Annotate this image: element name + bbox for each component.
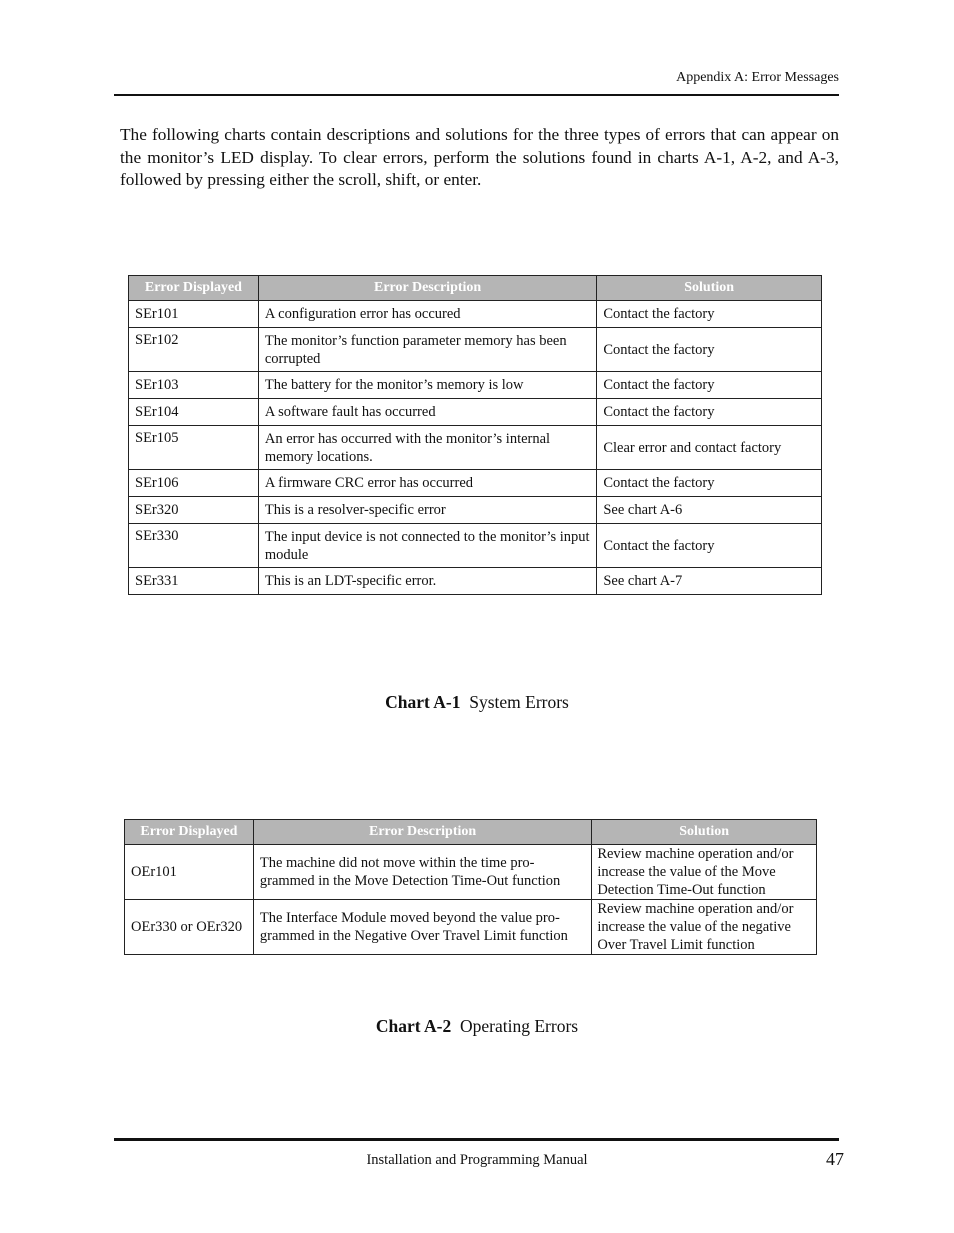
- error-description-cell: A firmware CRC error has occurred: [258, 470, 596, 497]
- column-header-error-displayed: Error Displayed: [125, 820, 254, 845]
- solution-cell: Review machine operation and/or increase the value of the negative Over Travel Limit function: [592, 900, 817, 955]
- intro-paragraph: The following charts contain descriptions and solutions for the three types of errors that can appear on the monitor’s LED display. To clear errors, perform the solutions found in charts A-1, A-2, and A-3, followed by pressing either the scroll, shift, or enter.: [120, 125, 839, 189]
- solution-cell: Contact the factory: [597, 301, 822, 328]
- solution-cell: Review machine operation and/or increase the value of the Move Detection Time-Out function: [592, 845, 817, 900]
- caption-text: Operating Errors: [460, 1016, 579, 1036]
- system-errors-table: [128, 275, 822, 595]
- table-row: [129, 568, 822, 595]
- solution-cell: Clear error and contact factory: [597, 426, 822, 470]
- error-description-cell: The battery for the monitor’s memory is low: [258, 372, 596, 399]
- table-header-row: [125, 820, 817, 845]
- table-row: [125, 845, 817, 900]
- table-row: [129, 426, 822, 470]
- table-row: [129, 497, 822, 524]
- error-code-cell: OEr330 or OEr320: [125, 900, 254, 955]
- error-code-cell: SEr320: [129, 497, 259, 524]
- caption-text: System Errors: [469, 692, 569, 712]
- solution-cell: See chart A-6: [597, 497, 822, 524]
- error-description-cell: An error has occurred with the monitor’s internal memory locations.: [258, 426, 596, 470]
- column-header-error-description: Error Description: [258, 276, 596, 301]
- error-code-cell: SEr330: [129, 524, 259, 568]
- error-description-cell: The Interface Module moved beyond the value pro-grammed in the Negative Over Travel Limit function: [253, 900, 591, 955]
- solution-cell: Contact the factory: [597, 372, 822, 399]
- table-row: [129, 399, 822, 426]
- header-rule: [114, 94, 839, 96]
- solution-cell: Contact the factory: [597, 328, 822, 372]
- column-header-solution: Solution: [592, 820, 817, 845]
- column-header-solution: Solution: [597, 276, 822, 301]
- error-description-cell: A configuration error has occured: [258, 301, 596, 328]
- error-description-cell: This is an LDT-specific error.: [258, 568, 596, 595]
- table-row: [129, 328, 822, 372]
- table-row: [129, 301, 822, 328]
- table-row: [129, 470, 822, 497]
- caption-label: Chart A-2: [375, 1016, 452, 1036]
- error-code-cell: SEr331: [129, 568, 259, 595]
- error-code-cell: SEr105: [129, 426, 259, 470]
- table-row: [129, 372, 822, 399]
- operating-errors-table: [124, 819, 817, 955]
- chart-a1-caption: [0, 692, 954, 713]
- solution-cell: See chart A-7: [597, 568, 822, 595]
- error-code-cell: SEr106: [129, 470, 259, 497]
- error-code-cell: SEr103: [129, 372, 259, 399]
- running-header: Appendix A: Error Messages: [676, 70, 839, 85]
- caption-label: Chart A-1: [385, 692, 461, 712]
- solution-cell: Contact the factory: [597, 470, 822, 497]
- column-header-error-displayed: Error Displayed: [129, 276, 259, 301]
- chart-a2-caption: [0, 1016, 954, 1037]
- error-code-cell: OEr101: [125, 845, 254, 900]
- running-footer: Installation and Programming Manual: [366, 1152, 588, 1168]
- error-description-cell: The input device is not connected to the monitor’s input module: [258, 524, 596, 568]
- table-row: [125, 900, 817, 955]
- error-description-cell: The machine did not move within the time pro-grammed in the Move Detection Time-Out function: [253, 845, 591, 900]
- error-description-cell: The monitor’s function parameter memory has been corrupted: [258, 328, 596, 372]
- error-description-cell: This is a resolver-specific error: [258, 497, 596, 524]
- solution-cell: Contact the factory: [597, 524, 822, 568]
- error-code-cell: SEr102: [129, 328, 259, 372]
- column-header-error-description: Error Description: [253, 820, 591, 845]
- error-description-cell: A software fault has occurred: [258, 399, 596, 426]
- error-code-cell: SEr101: [129, 301, 259, 328]
- error-code-cell: SEr104: [129, 399, 259, 426]
- table-header-row: [129, 276, 822, 301]
- page-number: 47: [826, 1149, 844, 1169]
- solution-cell: Contact the factory: [597, 399, 822, 426]
- table-row: [129, 524, 822, 568]
- footer-rule: [114, 1138, 839, 1141]
